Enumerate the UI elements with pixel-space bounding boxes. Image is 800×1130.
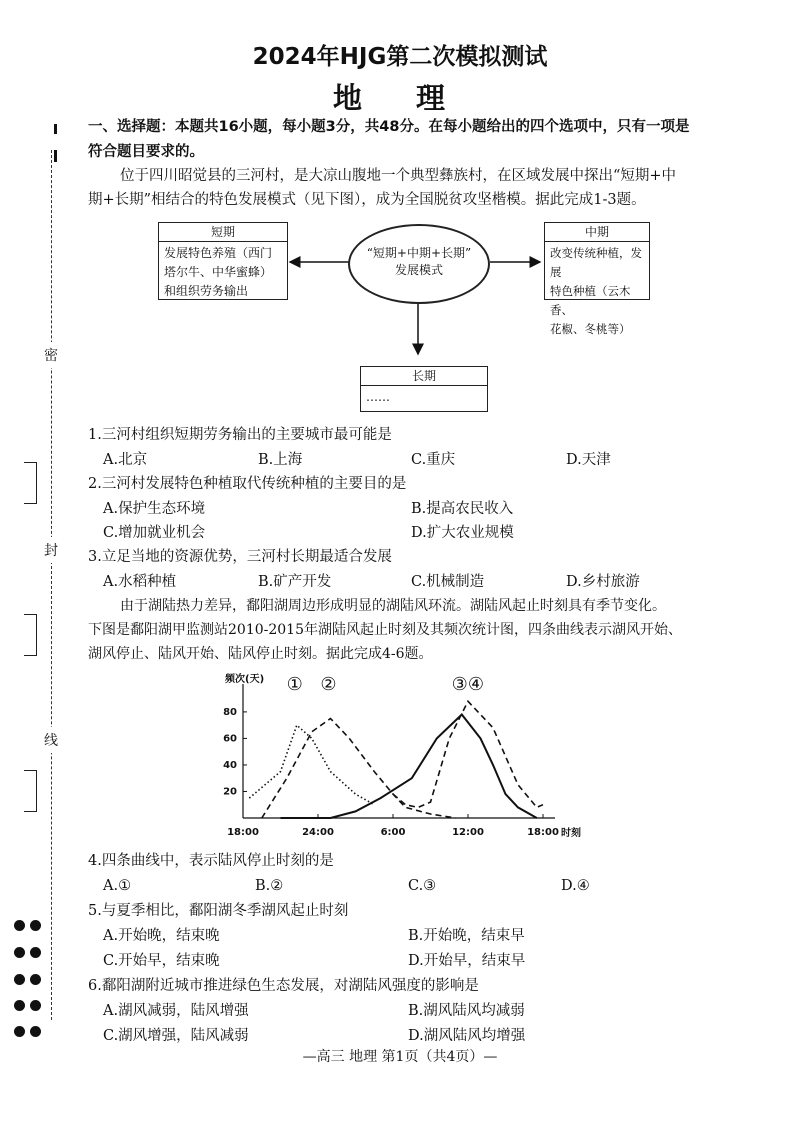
q2-option-b: B.提高农民收入 [411,501,514,517]
registration-dot [30,947,41,958]
passage-2-cont-2: 湖风停止、陆风开始、陆风停止时刻。据此完成4-6题。 [88,646,433,662]
q3-option-b: B.矿产开发 [258,574,332,590]
series-line-2 [262,719,456,819]
center-label: “短期+中期+长期” [366,246,472,260]
intro-paragraph-cont: 期+长期”相结合的特色发展模式（见下图），成为全国脱贫攻坚楷模。据此完成1-3题。 [88,192,646,208]
long-term-box [360,366,488,412]
x-tick-label: 18:00 [227,827,259,838]
series-line-4 [393,701,543,807]
registration-dot [14,920,25,931]
q1-option-a: A.北京 [103,452,148,468]
mid-term-box [544,222,650,336]
q6-option-b: B.湖风陆风均减弱 [408,1003,525,1019]
q2-option-c: C.增加就业机会 [103,525,206,541]
mid-term-line: 特色种植（云木香、 [550,284,631,317]
x-tick-label: 12:00 [452,827,484,838]
registration-dot [14,1026,25,1037]
y-tick-label: 60 [223,733,237,745]
q4-option-d: D.④ [561,878,590,894]
x-tick-label: 18:00 [527,827,559,838]
subject-title: 地 理 [332,81,468,115]
center-label-2: 发展模式 [394,263,443,277]
q2-option-d: D.扩大农业规模 [411,525,514,541]
margin-mark-top-2 [54,150,57,162]
short-term-line: 发展特色养殖（西门 [164,246,273,260]
q4-option-c: C.③ [408,878,437,894]
q6-option-d: D.湖风陆风均增强 [408,1028,526,1044]
margin-char-feng: 封 [44,537,58,563]
section-heading-cont: 符合题目要求的。 [88,144,204,160]
center-ellipse [348,224,490,304]
registration-dot [14,974,25,985]
y-tick-label: 80 [223,706,237,718]
margin-bracket [24,770,37,812]
q1-option-d: D.天津 [566,452,611,468]
question-2-stem: 2.三河村发展特色种植取代传统种植的主要目的是 [88,476,407,492]
registration-dot [30,1026,41,1037]
registration-dot [30,1000,41,1011]
q3-option-a: A.水稻种植 [103,574,177,590]
series-line-1 [249,725,374,805]
registration-dot [14,947,25,958]
intro-paragraph: 位于四川昭觉县的三河村，是大凉山腹地一个典型彝族村，在区域发展中探出“短期+中 [120,168,677,184]
mid-term-line: 花椒、冬桃等） [550,322,631,336]
series-label-3: ③ [451,674,468,695]
y-tick-label: 20 [223,786,237,798]
page-footer: —高三 地理 第1页（共4页）— [302,1049,498,1065]
margin-char-xian: 线 [44,727,58,753]
q3-option-c: C.机械制造 [411,574,485,590]
lake-land-breeze-chart [225,670,595,848]
q1-option-b: B.上海 [258,452,303,468]
long-term-title: 长期 [361,367,487,386]
question-5-stem: 5.与夏季相比，鄱阳湖冬季湖风起止时刻 [88,903,349,919]
q5-option-a: A.开始晚，结束晚 [103,928,220,944]
mid-term-title: 中期 [545,223,649,242]
q5-option-c: C.开始早，结束晚 [103,953,220,969]
exam-title: 2024年HJG第二次模拟测试 [252,44,548,70]
x-tick-label: 24:00 [302,827,334,838]
y-tick-label: 40 [223,759,237,771]
q6-option-c: C.湖风增强，陆风减弱 [103,1028,249,1044]
development-model-diagram [150,218,650,414]
y-axis-label: 频次(天) [225,674,265,685]
q3-option-d: D.乡村旅游 [566,574,640,590]
short-term-line: 和组织劳务输出 [164,284,249,298]
x-axis-label: 时刻 [561,828,581,839]
q1-option-c: C.重庆 [411,452,456,468]
question-1-stem: 1.三河村组织短期劳务输出的主要城市最可能是 [88,427,392,443]
margin-bracket [24,614,37,656]
registration-dot [30,920,41,931]
q4-option-a: A.① [103,878,132,894]
series-label-2: ② [320,674,337,695]
section-heading: 一、选择题：本题共16小题，每小题3分，共48分。在每小题给出的四个选项中，只有一项是 [88,119,690,135]
registration-dot [14,1000,25,1011]
question-3-stem: 3.立足当地的资源优势，三河村长期最适合发展 [88,549,392,565]
series-label-4: ④ [467,674,485,695]
question-6-stem: 6.鄱阳湖附近城市推进绿色生态发展，对湖陆风强度的影响是 [88,978,479,994]
margin-mark-top [54,124,57,134]
q2-option-a: A.保护生态环境 [103,501,206,517]
short-term-box [158,222,288,300]
long-term-body: …… [366,390,390,404]
series-label-1: ① [286,674,303,695]
q5-option-b: B.开始晚，结束早 [408,928,525,944]
binding-line [51,150,52,1020]
passage-2-cont: 下图是鄱阳湖甲监测站2010-2015年湖陆风起止时刻及其频次统计图，四条曲线表示湖风开始、 [88,622,682,638]
q5-option-d: D.开始早，结束早 [408,953,526,969]
q4-option-b: B.② [255,878,284,894]
passage-2: 由于湖陆热力差异，鄱阳湖周边形成明显的湖陆风环流。湖陆风起止时刻具有季节变化。 [120,598,666,614]
mid-term-line: 改变传统种植，发展 [550,246,642,279]
q6-option-a: A.湖风减弱，陆风增强 [103,1003,249,1019]
series-line-3 [281,715,537,819]
registration-dot [30,974,41,985]
x-tick-label: 6:00 [380,827,406,838]
margin-bracket [24,462,37,504]
question-4-stem: 4.四条曲线中，表示陆风停止时刻的是 [88,853,334,869]
short-term-line: 塔尔牛、中华蜜蜂） [164,265,273,279]
margin-char-mi: 密 [44,342,58,368]
short-term-title: 短期 [159,223,287,242]
